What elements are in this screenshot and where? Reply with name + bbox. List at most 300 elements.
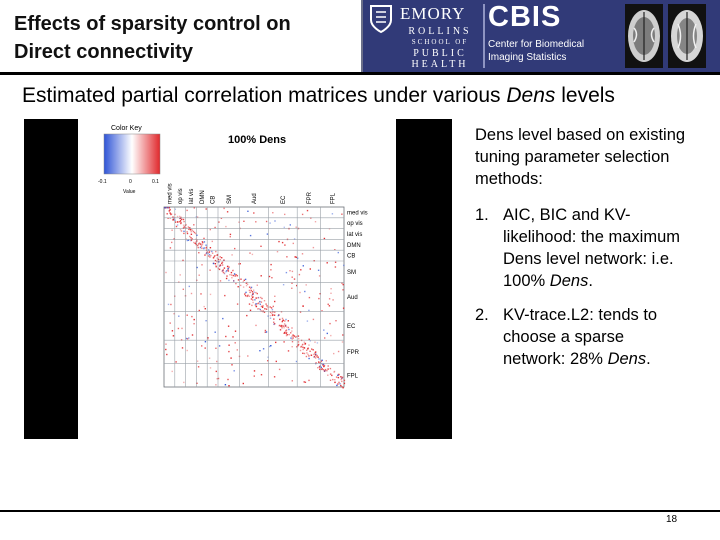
matrix-cell [265, 303, 266, 304]
matrix-cell [327, 333, 328, 334]
matrix-cell [273, 324, 274, 325]
matrix-cell [306, 350, 307, 351]
column-label: FPL [330, 192, 337, 204]
matrix-cell [331, 375, 332, 376]
matrix-cell [231, 272, 232, 273]
matrix-cell [284, 244, 285, 245]
matrix-cell [172, 330, 173, 331]
color-key-title: Color Key [111, 125, 142, 132]
matrix-cell [288, 329, 289, 330]
matrix-cell [257, 293, 258, 294]
matrix-cell [245, 293, 246, 294]
matrix-cell [179, 216, 180, 217]
matrix-cell [299, 274, 300, 275]
matrix-cell [211, 251, 212, 252]
matrix-cell [298, 335, 299, 336]
matrix-cell [176, 226, 177, 227]
matrix-cell [332, 299, 333, 300]
matrix-cell [227, 379, 228, 380]
matrix-cell [278, 315, 279, 316]
matrix-cell [304, 381, 305, 382]
matrix-cell [300, 346, 301, 347]
matrix-cell [274, 301, 275, 302]
matrix-cell [270, 264, 271, 265]
matrix-cell [191, 240, 192, 241]
matrix-cell [213, 257, 214, 258]
matrix-cell [323, 329, 324, 330]
notes-panel [475, 124, 687, 382]
matrix-cell [215, 263, 216, 264]
matrix-cell [232, 270, 233, 271]
matrix-cell [192, 230, 193, 231]
matrix-cell [341, 386, 342, 387]
matrix-cell [319, 275, 320, 276]
matrix-cell [330, 335, 331, 336]
matrix-cell [319, 369, 320, 370]
matrix-cell [336, 376, 337, 377]
matrix-cell [342, 289, 343, 290]
matrix-cell [231, 277, 232, 278]
matrix-cell [182, 347, 183, 348]
matrix-cell [257, 285, 258, 286]
matrix-cell [254, 299, 255, 300]
matrix-cell [237, 349, 238, 350]
matrix-cell [257, 297, 258, 298]
matrix-cell [199, 310, 200, 311]
matrix-cell [271, 277, 272, 278]
matrix-cell [233, 280, 234, 281]
matrix-cell [344, 383, 345, 384]
matrix-cell [343, 387, 344, 388]
matrix-cell [214, 256, 215, 257]
matrix-cell [272, 309, 273, 310]
matrix-cell [227, 211, 228, 212]
matrix-cell [169, 207, 170, 208]
matrix-cell [266, 331, 267, 332]
matrix-cell [286, 256, 287, 257]
matrix-cell [197, 245, 198, 246]
matrix-cell [251, 295, 252, 296]
matrix-cell [191, 316, 192, 317]
matrix-cell [326, 370, 327, 371]
matrix-cell [284, 227, 285, 228]
matrix-cell [335, 266, 336, 267]
matrix-cell [259, 301, 260, 302]
matrix-cell [175, 221, 176, 222]
matrix-cell [228, 345, 229, 346]
matrix-cell [286, 272, 287, 273]
row-label: Aud [347, 295, 358, 301]
matrix-cell [237, 303, 238, 304]
matrix-cell [251, 305, 252, 306]
matrix-cell [315, 352, 316, 353]
matrix-cell [338, 382, 339, 383]
matrix-cell [180, 229, 181, 230]
matrix-cell [292, 339, 293, 340]
matrix-cell [202, 242, 203, 243]
matrix-cell [260, 297, 261, 298]
matrix-cell [255, 325, 256, 326]
matrix-cell [317, 342, 318, 343]
matrix-cell [167, 213, 168, 214]
matrix-cell [249, 252, 250, 253]
matrix-cell [260, 304, 261, 305]
matrix-cell [186, 338, 187, 339]
matrix-cell [188, 240, 189, 241]
matrix-cell [273, 322, 274, 323]
matrix-cell [186, 231, 187, 232]
network-row-labels [347, 210, 368, 379]
matrix-cell [327, 368, 328, 369]
matrix-cell [270, 306, 271, 307]
matrix-cell [344, 380, 345, 381]
matrix-cell [276, 361, 277, 362]
matrix-cell [323, 366, 324, 367]
matrix-cell [336, 385, 337, 386]
matrix-cell [183, 225, 184, 226]
matrix-cell [180, 274, 181, 275]
matrix-cell [246, 315, 247, 316]
matrix-cell [317, 367, 318, 368]
matrix-cell [337, 375, 338, 376]
matrix-cell [298, 344, 299, 345]
matrix-cell [304, 343, 305, 344]
matrix-cell [229, 266, 230, 267]
matrix-cell [183, 231, 184, 232]
row-label: med vis [347, 210, 368, 217]
matrix-cell [318, 361, 319, 362]
matrix-cell [225, 226, 226, 227]
matrix-cell [173, 219, 174, 220]
matrix-cell [169, 210, 170, 211]
matrix-cell [222, 270, 223, 271]
matrix-cell [198, 366, 199, 367]
matrix-cell [302, 253, 303, 254]
matrix-cell [342, 377, 343, 378]
matrix-cell [308, 380, 309, 381]
matrix-cell [189, 236, 190, 237]
matrix-cell [229, 274, 230, 275]
matrix-cell [279, 319, 280, 320]
matrix-cell [223, 260, 224, 261]
matrix-cell [235, 283, 236, 284]
matrix-cell [250, 310, 251, 311]
matrix-cell [220, 259, 221, 260]
matrix-cell [191, 231, 192, 232]
matrix-cell [340, 385, 341, 386]
matrix-cell [179, 221, 180, 222]
matrix-cell [304, 342, 305, 343]
matrix-cell [341, 381, 342, 382]
matrix-cell [253, 212, 254, 213]
matrix-cell [228, 280, 229, 281]
matrix-cell [343, 265, 344, 266]
plot-title: 100% Dens [228, 134, 287, 146]
matrix-cell [233, 275, 234, 276]
matrix-cell [175, 361, 176, 362]
matrix-cell [245, 295, 246, 296]
matrix-cell [326, 360, 327, 361]
matrix-cell [209, 254, 210, 255]
matrix-cell [306, 284, 307, 285]
rollins-wordmark: ROLLINS SCHOOL OF PUBLIC HEALTH [408, 26, 472, 70]
matrix-cell [188, 226, 189, 227]
matrix-cell [291, 336, 292, 337]
matrix-cell [187, 315, 188, 316]
notes-list [475, 204, 687, 370]
matrix-cell [221, 263, 222, 264]
matrix-cell [280, 329, 281, 330]
matrix-cell [327, 375, 328, 376]
matrix-cell [264, 312, 265, 313]
notes-item-2: 2. KV-trace.L2: tends to choose a sparse network: 28% Dens. [475, 306, 658, 368]
matrix-cell [313, 319, 314, 320]
matrix-cell [178, 316, 179, 317]
matrix-cell [201, 345, 202, 346]
matrix-cell [315, 221, 316, 222]
matrix-cell [252, 297, 253, 298]
matrix-cell [193, 231, 194, 232]
matrix-cell [300, 350, 301, 351]
matrix-cell [200, 247, 201, 248]
matrix-cell [215, 384, 216, 385]
matrix-cell [212, 241, 213, 242]
matrix-cell [324, 371, 325, 372]
matrix-cell [308, 344, 309, 345]
matrix-cell [254, 370, 255, 371]
matrix-cell [250, 288, 251, 289]
matrix-cell [240, 279, 241, 280]
matrix-cell [208, 255, 209, 256]
matrix-cell [284, 214, 285, 215]
matrix-cell [219, 265, 220, 266]
footer-rule [0, 510, 720, 512]
matrix-cell [230, 234, 231, 235]
matrix-cell [311, 355, 312, 356]
matrix-cell [228, 270, 229, 271]
matrix-cell [234, 273, 235, 274]
matrix-cell [172, 371, 173, 372]
matrix-cell [285, 319, 286, 320]
matrix-cell [186, 210, 187, 211]
matrix-cell [209, 256, 210, 257]
row-label: lat vis [347, 232, 363, 238]
row-label: SM [347, 269, 356, 276]
matrix-cell [313, 349, 314, 350]
matrix-cell [177, 221, 178, 222]
matrix-cell [275, 342, 276, 343]
matrix-cell [252, 254, 253, 255]
matrix-cell [210, 255, 211, 256]
matrix-cell [288, 320, 289, 321]
matrix-cell [249, 303, 250, 304]
matrix-cell [223, 208, 224, 209]
matrix-cell [292, 380, 293, 381]
matrix-cell [234, 248, 235, 249]
matrix-cell [256, 306, 257, 307]
matrix-cell [209, 270, 210, 271]
matrix-cell [335, 262, 336, 263]
matrix-cell [193, 242, 194, 243]
matrix-cell [227, 266, 228, 267]
matrix-cell [282, 320, 283, 321]
matrix-cell [306, 356, 307, 357]
matrix-cell [215, 332, 216, 333]
matrix-cell [177, 224, 178, 225]
matrix-cell [261, 374, 262, 375]
brain-scan-image-1 [625, 4, 663, 68]
matrix-cell [199, 275, 200, 276]
matrix-cell [247, 355, 248, 356]
matrix-cell [216, 266, 217, 267]
matrix-cell [317, 355, 318, 356]
matrix-cell [282, 325, 283, 326]
matrix-cell [183, 289, 184, 290]
matrix-cell [311, 348, 312, 349]
matrix-cell [257, 308, 258, 309]
matrix-cell [220, 256, 221, 257]
matrix-cell [255, 304, 256, 305]
matrix-cell [232, 336, 233, 337]
matrix-cell [188, 337, 189, 338]
matrix-cell [285, 325, 286, 326]
matrix-cell [208, 252, 209, 253]
matrix-cell [223, 272, 224, 273]
matrix-cell [255, 221, 256, 222]
matrix-cell [318, 270, 319, 271]
matrix-cell [231, 274, 232, 275]
matrix-cell [330, 293, 331, 294]
matrix-cell [222, 264, 223, 265]
matrix-cell [279, 369, 280, 370]
matrix-cell [170, 304, 171, 305]
matrix-cell [225, 336, 226, 337]
matrix-cell [342, 334, 343, 335]
matrix-cell [291, 330, 292, 331]
matrix-cell [243, 383, 244, 384]
matrix-cell [193, 224, 194, 225]
matrix-cell [171, 230, 172, 231]
color-key-gradient [104, 134, 160, 174]
cbis-subtitle: Center for Biomedical Imaging Statistics [488, 39, 585, 63]
matrix-cell [280, 326, 281, 327]
banner-divider [483, 4, 485, 68]
matrix-cell [342, 341, 343, 342]
matrix-cell [310, 268, 311, 269]
matrix-cell [302, 306, 303, 307]
matrix-cell [166, 354, 167, 355]
matrix-cell [253, 290, 254, 291]
matrix-cell [269, 346, 270, 347]
network-column-labels [167, 183, 336, 204]
matrix-cell [278, 241, 279, 242]
matrix-cell [270, 269, 271, 270]
matrix-cell [198, 252, 199, 253]
matrix-cell [247, 294, 248, 295]
matrix-cell [285, 333, 286, 334]
matrix-cell [318, 358, 319, 359]
matrix-cell [228, 351, 229, 352]
matrix-cell [201, 245, 202, 246]
matrix-cell [307, 320, 308, 321]
matrix-cell [249, 292, 250, 293]
matrix-cell [273, 306, 274, 307]
matrix-cell [298, 338, 299, 339]
matrix-cell [330, 368, 331, 369]
matrix-cell [284, 332, 285, 333]
matrix-cell [204, 247, 205, 248]
matrix-cell [272, 212, 273, 213]
matrix-cell [210, 229, 211, 230]
matrix-cell [240, 285, 241, 286]
notes-item-1: 1. AIC, BIC and KV-likelihood: the maximum Dens level network: i.e. 100% Dens. [475, 206, 680, 290]
matrix-cell [315, 354, 316, 355]
matrix-cell [250, 235, 251, 236]
matrix-cell [170, 214, 171, 215]
matrix-cell [282, 242, 283, 243]
matrix-cell [324, 238, 325, 239]
matrix-cell [222, 318, 223, 319]
matrix-cell [265, 330, 266, 331]
matrix-cell [288, 327, 289, 328]
matrix-cell [274, 220, 275, 221]
matrix-cell [225, 384, 226, 385]
matrix-cell [305, 382, 306, 383]
matrix-cell [215, 348, 216, 349]
matrix-cell [288, 334, 289, 335]
matrix-cell [210, 367, 211, 368]
matrix-cell [165, 272, 166, 273]
matrix-cell [252, 302, 253, 303]
matrix-cell [215, 251, 216, 252]
matrix-cell [243, 221, 244, 222]
matrix-cell [266, 305, 267, 306]
matrix-cell [291, 327, 292, 328]
matrix-cell [302, 353, 303, 354]
matrix-cell [201, 264, 202, 265]
matrix-cell [267, 233, 268, 234]
matrix-cell [254, 375, 255, 376]
column-label: DMN [199, 190, 206, 204]
matrix-cell [204, 241, 205, 242]
matrix-cell [230, 357, 231, 358]
correlation-matrix [164, 207, 345, 388]
matrix-cell [296, 257, 297, 258]
matrix-cell [195, 243, 196, 244]
matrix-cell [165, 344, 166, 345]
matrix-cell [181, 328, 182, 329]
matrix-cell [279, 325, 280, 326]
matrix-cell [266, 309, 267, 310]
matrix-cell [330, 374, 331, 375]
slide-subtitle: Estimated partial correlation matrices under various Dens levels [22, 84, 615, 107]
matrix-cell [183, 221, 184, 222]
matrix-cell [194, 319, 195, 320]
matrix-cell [201, 248, 202, 249]
matrix-cell [265, 332, 266, 333]
matrix-cell [328, 365, 329, 366]
matrix-cell [299, 292, 300, 293]
matrix-cell [166, 207, 167, 208]
matrix-cell [213, 263, 214, 264]
matrix-cell [334, 382, 335, 383]
matrix-cell [249, 296, 250, 297]
matrix-cell [187, 338, 188, 339]
matrix-cell [258, 308, 259, 309]
matrix-cell [313, 354, 314, 355]
matrix-cell [214, 227, 215, 228]
matrix-cell [313, 247, 314, 248]
